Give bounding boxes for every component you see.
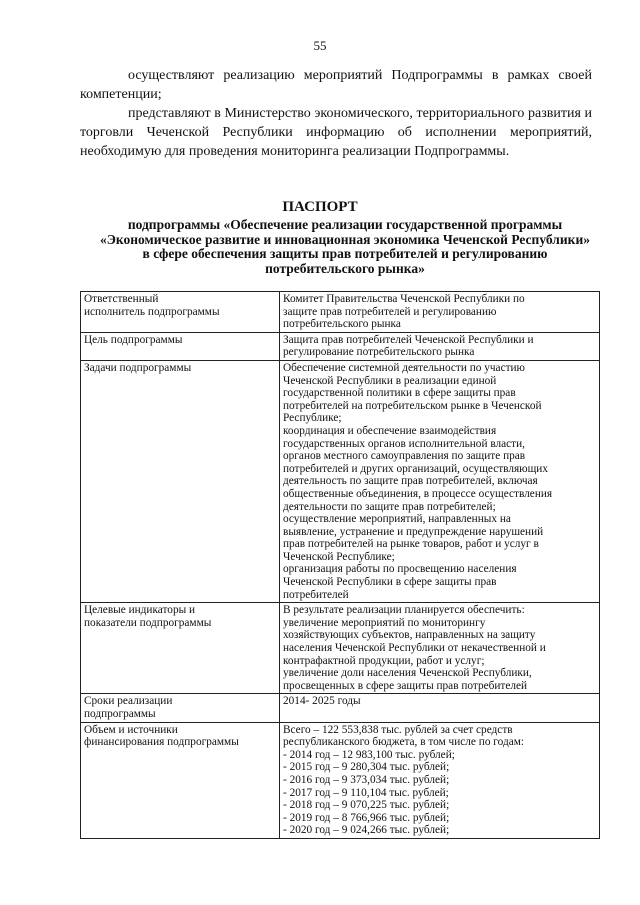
row-label-line: Целевые индикаторы и [84, 604, 196, 617]
row-value-line: - 2017 год – 9 110,104 тыс. рублей; [283, 786, 449, 799]
row-label-line: Задачи подпрограммы [84, 361, 192, 374]
row-label-line: Цель подпрограммы [84, 333, 183, 346]
row-value-line: Чеченской Республики в реализации единой [283, 374, 497, 387]
row-value [280, 722, 600, 838]
row-value-line: прав потребителей на рынке товаров, работ и услуг в [283, 538, 539, 551]
row-label-line: показатели подпрограммы [84, 616, 212, 629]
row-label-line: Сроки реализации [84, 695, 173, 708]
row-value-line: Обеспечение системной деятельности по участию [283, 361, 526, 374]
row-value-line: Чеченской Республики в сфере защиты прав [283, 576, 497, 589]
row-value-line: - 2016 год – 9 373,034 тыс. рублей; [283, 773, 450, 786]
row-value [280, 360, 600, 602]
row-value-line: Комитет Правительства Чеченской Республики по [283, 293, 525, 305]
row-value-line: осуществление мероприятий, направленных на [283, 513, 511, 526]
row-value [280, 694, 600, 722]
passport-row [81, 360, 600, 602]
passport-row [81, 694, 600, 722]
row-label-line: исполнитель подпрограммы [84, 305, 220, 318]
row-value-line: государственной политики в сфере защиты прав [283, 387, 516, 400]
passport-row [81, 603, 600, 694]
row-value-line: организация работы по просвещению населения [283, 563, 517, 576]
row-value-line: защите прав потребителей и регулированию [283, 305, 497, 318]
passport-title: ПАСПОРТ [282, 199, 358, 215]
row-value-line: потребительского рынка [283, 318, 401, 331]
row-value-line: Защита прав потребителей Чеченской Республики и [283, 333, 534, 346]
row-label [81, 360, 280, 602]
row-value-line: - 2019 год – 8 766,966 тыс. рублей; [283, 811, 450, 824]
row-label-line: Объем и источники [84, 723, 178, 736]
row-value-line: потребителей [283, 588, 349, 601]
row-value-line: органов местного самоуправления по защите прав [283, 450, 526, 463]
passport-subtitle: подпрограммы «Обеспечение реализации государственной программы «Экономическое развитие и инновационная экономика Чеченской Республики» в сфере обеспечения защиты прав потребителей и регулированию потребительского рынка» [100, 217, 590, 276]
passport-row [81, 722, 600, 838]
row-value-line: населения Чеченской Республики от некачественной и [283, 642, 546, 655]
row-value-line: 2014- 2025 годы [283, 695, 361, 708]
row-value-line: - 2020 год – 9 024,266 тыс. рублей; [283, 824, 450, 837]
row-label-line: финансирования подпрограммы [84, 736, 239, 749]
row-label [81, 694, 280, 722]
row-value-line: хозяйствующих субъектов, направленных на защиту [283, 629, 536, 642]
intro-text [80, 66, 592, 161]
row-value-line: потребителей на потребительском рынке в Чеченской [283, 399, 542, 412]
row-label-line: подпрограммы [84, 708, 156, 720]
row-value-line: - 2018 год – 9 070,225 тыс. рублей; [283, 799, 450, 812]
passport-row [81, 332, 600, 360]
row-value-line: увеличение мероприятий по мониторингу [283, 616, 486, 629]
intro-paragraph: представляют в Министерство экономического, территориального развития и торговли Чеченской Республики информацию об исполнении мероприятий, необходимую для проведения мониторинга реализации Подпрограммы. [80, 106, 592, 159]
row-value-line: республиканского бюджета, в том числе по годам: [283, 736, 525, 749]
row-label [81, 722, 280, 838]
row-value-line: координация и обеспечение взаимодействия [283, 424, 497, 437]
page-number: 55 [313, 38, 327, 53]
row-value-line: В результате реализации планируется обеспечить: [283, 604, 525, 617]
row-value-line: увеличение доли населения Чеченской Республики, [283, 667, 532, 680]
row-label [81, 603, 280, 694]
row-value-line: общественные объединения, в процессе осуществления [283, 487, 553, 500]
row-label [81, 332, 280, 360]
row-value-line: просвещенных в сфере защиты прав потребителей [283, 679, 528, 692]
row-value [280, 292, 600, 333]
row-value-line: Республике; [283, 412, 342, 425]
passport-table [80, 291, 600, 839]
row-value-line: Чеченской Республике; [283, 550, 395, 563]
row-value-line: деятельность по защите прав потребителей, включая [283, 475, 538, 488]
row-value [280, 332, 600, 360]
intro-paragraph: осуществляют реализацию мероприятий Подпрограммы в рамках своей компетенции; [80, 68, 592, 102]
row-value-line: Всего – 122 553,838 тыс. рублей за счет средств [283, 723, 513, 736]
row-value-line: выявление, устранение и предупреждение нарушений [283, 525, 544, 538]
row-value-line: - 2015 год – 9 280,304 тыс. рублей; [283, 761, 450, 774]
row-value-line: деятельности по защите прав потребителей; [283, 500, 496, 513]
row-label [81, 292, 280, 333]
row-value [280, 603, 600, 694]
row-value-line: регулирование потребительского рынка [283, 346, 475, 359]
row-value-line: государственных органов исполнительной власти, [283, 437, 525, 450]
row-value-line: потребителей и других организаций, осуществляющих [283, 462, 549, 475]
row-label-line: Ответственный [84, 293, 159, 305]
row-value-line: - 2014 год – 12 983,100 тыс. рублей; [283, 748, 455, 761]
passport-row [81, 292, 600, 333]
row-value-line: контрафактной продукции, работ и услуг; [283, 654, 485, 667]
